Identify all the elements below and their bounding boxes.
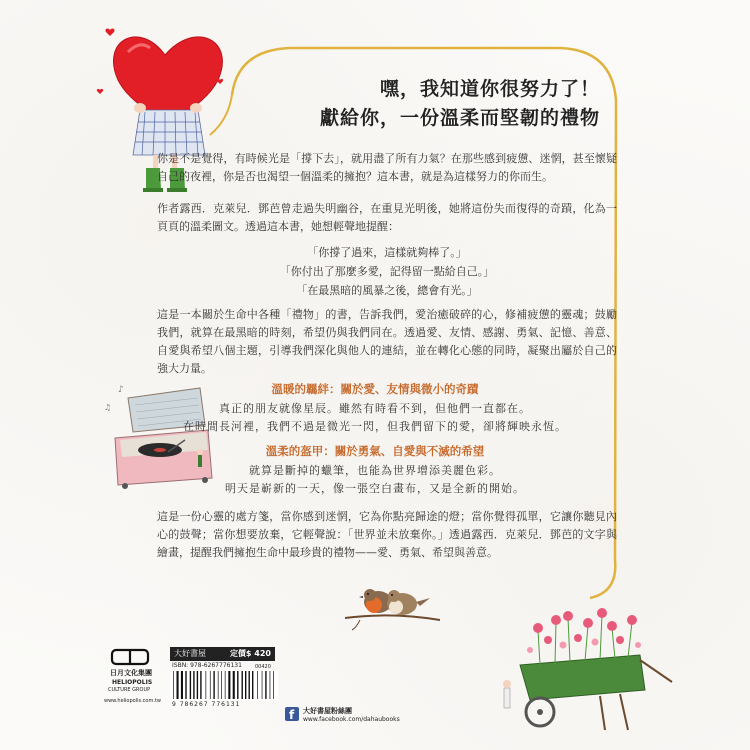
barcode-bar — [200, 671, 201, 699]
svg-text:f: f — [289, 708, 295, 722]
publisher-label: 大好書屋 — [174, 649, 206, 658]
barcode-bar — [257, 671, 258, 699]
section-2-title: 溫柔的盔甲：關於勇氣、自愛與不滅的希望 — [265, 444, 485, 458]
facebook-icon — [285, 707, 299, 722]
section-1-line-1: 真正的朋友就像星辰。雖然有時看不到，但他們一直都在。 — [219, 402, 531, 415]
barcode-bar — [237, 671, 238, 699]
body-paragraph-3: 這是一本關於生命中各種「禮物」的書，告訴我們，愛治癒破碎的心，修補疲憊的靈魂；鼓勵我們，就算在最黑暗的時刻，希望仍與我們同在。透過愛、友情、感謝、勇氣、記憶、善意、自愛與希望八個主題，引導我們深化與他人的連結，並在轉化心態的同時，凝聚出屬於自己的強大力量。 — [157, 308, 617, 375]
barcode — [170, 670, 278, 700]
group-name-en-2: CULTURE GROUP — [108, 687, 151, 693]
publisher-logo-icon — [112, 650, 148, 664]
section-1-title: 溫暖的羈絆：關於愛、友情與微小的奇蹟 — [271, 382, 479, 396]
barcode-addon: 00420 — [255, 664, 271, 670]
barcode-bar — [193, 671, 194, 699]
barcode-bar — [249, 671, 250, 699]
heading-line-2: 獻給你，一份溫柔而堅韌的禮物 — [319, 107, 600, 129]
svg-text:♪: ♪ — [118, 385, 124, 395]
body-paragraph-1: 你是不是覺得，有時候光是「撐下去」，就用盡了所有力氣？在那些感到疲憊、迷惘，甚至懷疑自己的夜裡，你是否也渴望一個溫柔的擁抱？這本書，就是為這樣努力的你而生。 — [157, 152, 617, 183]
barcode-bar — [210, 671, 211, 699]
section-2-line-1: 就算是斷掉的蠟筆，也能為世界增添美麗色彩。 — [249, 464, 501, 477]
barcode-bar — [273, 671, 274, 699]
body-paragraph-4: 這是一份心靈的處方箋，當你感到迷惘，它為你點亮歸途的燈；當你覺得孤單，它讓你聽見內心的鼓聲；當你想要放棄，它輕聲說：「世界並未放棄你。」透過露西．克萊兒．鄧芭的文字與繪畫，提醒我們擁抱生命中最珍貴的禮物——愛、勇氣、希望與善意。 — [157, 510, 617, 559]
barcode-bar — [270, 671, 271, 699]
quote-2: 「你付出了那麼多愛，記得留一點給自己。」 — [279, 265, 495, 278]
barcode-bar — [221, 671, 222, 699]
svg-text:♫: ♫ — [104, 403, 112, 412]
heading-line-1: 嘿，我知道你很努力了！ — [379, 78, 600, 100]
section-1-line-2: 在時間長河裡，我們不過是微光一閃，但我們留下的愛，卻將輝映永恆。 — [183, 420, 567, 433]
wheelbarrow-flowers-illustration — [503, 608, 672, 730]
price-bar — [170, 647, 275, 661]
barcode-number: 9 786267 776131 — [172, 701, 241, 708]
barcode-bar — [206, 671, 207, 699]
barcode-bar — [265, 671, 266, 699]
barcode-bar — [181, 671, 183, 699]
group-name-en-1: HELIOPOLIS — [112, 679, 153, 686]
barcode-bar — [252, 671, 253, 699]
fb-page-name: 大好書屋粉絲團 — [303, 707, 352, 715]
price-label: 定價$ 420 — [229, 649, 271, 658]
barcode-bar — [262, 671, 263, 699]
group-name-cn: 日月文化集團 — [110, 669, 152, 677]
barcode-bar — [190, 671, 191, 699]
barcode-bar — [177, 671, 179, 699]
fb-url: www.facebook.com/dahaubooks — [303, 716, 400, 723]
barcode-bar — [245, 671, 246, 699]
isbn-text: ISBN: 978-6267776131 — [172, 662, 242, 669]
barcode-bar — [242, 671, 243, 699]
barcode-bar — [185, 671, 186, 699]
barcode-bar — [197, 671, 198, 699]
barcode-bar — [233, 671, 235, 699]
group-url: www.heliopolis.com.tw — [104, 698, 162, 704]
barcode-bar — [225, 671, 226, 699]
barcode-bar — [173, 671, 174, 699]
section-2-line-2: 明天是嶄新的一天，像一張空白畫布，又是全新的開始。 — [225, 482, 525, 495]
body-paragraph-2: 作者露西．克萊兒．鄧芭曾走過失明幽谷，在重見光明後，她將這份失而復得的奇蹟，化為一頁頁的溫柔圖文。透過這本書，她想輕聲地提醒： — [157, 202, 617, 233]
barcode-bar — [228, 671, 230, 699]
gold-frame-left — [210, 95, 232, 135]
robins-illustration — [345, 589, 440, 630]
barcode-bar — [213, 671, 214, 699]
quote-3: 「在最黑暗的風暴之後，總會有光。」 — [296, 284, 478, 297]
quote-1: 「你撐了過來，這樣就夠棒了。」 — [307, 246, 467, 259]
barcode-bar — [218, 671, 219, 699]
